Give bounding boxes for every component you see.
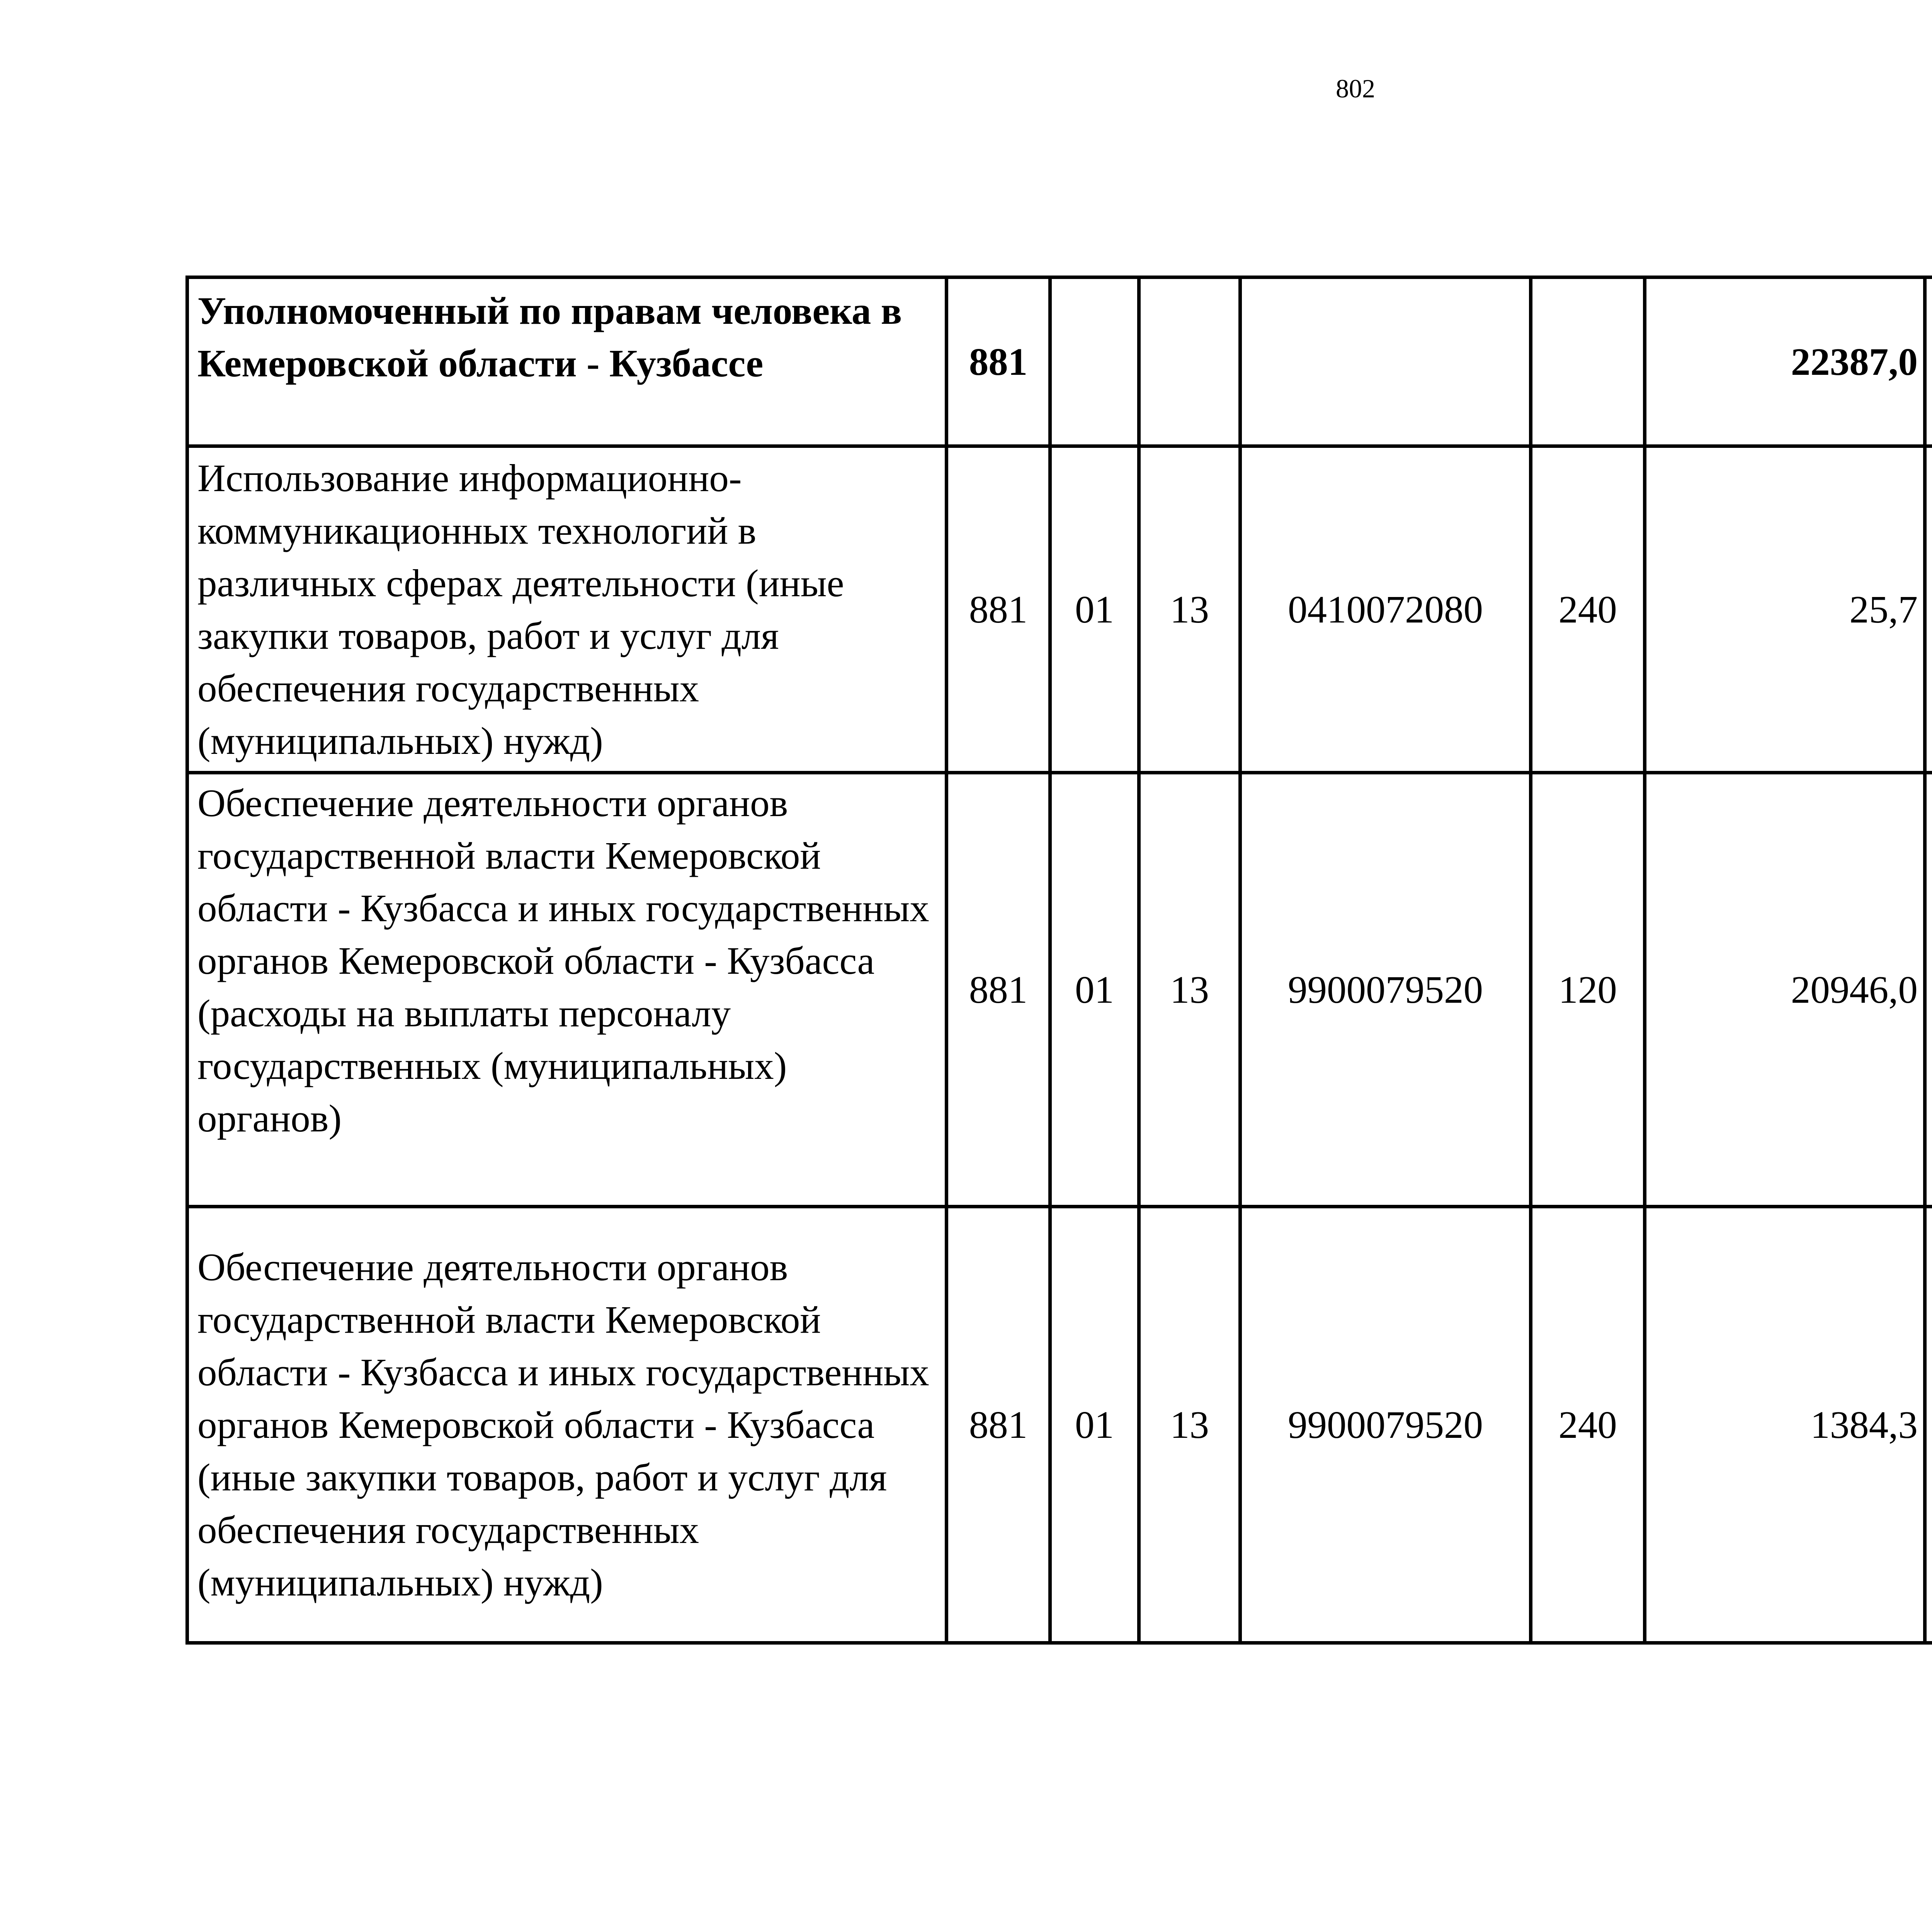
section-code-cell: 01 xyxy=(1050,773,1139,1207)
amount-cell-1: 20946,0 xyxy=(1645,773,1925,1207)
section-code-cell: 01 xyxy=(1050,446,1139,773)
section-code-cell xyxy=(1050,277,1139,446)
table-row xyxy=(187,446,1932,773)
table-row xyxy=(187,773,1932,1207)
table-row-department xyxy=(187,277,1932,446)
amount-cell-2 xyxy=(1925,1207,1932,1643)
subsection-code-cell: 13 xyxy=(1139,1207,1240,1643)
subsection-code-cell: 13 xyxy=(1139,446,1240,773)
subsection-code-cell: 13 xyxy=(1139,773,1240,1207)
ministry-code-cell: 881 xyxy=(947,1207,1050,1643)
budget-table xyxy=(185,276,1932,1645)
subsection-code-cell xyxy=(1139,277,1240,446)
amount-cell-1: 25,7 xyxy=(1645,446,1925,773)
expense-type-cell: 120 xyxy=(1531,773,1645,1207)
page-number: 802 xyxy=(1336,74,1375,103)
ministry-code-cell: 881 xyxy=(947,277,1050,446)
table-row xyxy=(187,1207,1932,1643)
amount-cell-2 xyxy=(1925,773,1932,1207)
expense-name-cell: Уполномоченный по правам человека в Кемеровской области - Кузбассе xyxy=(187,277,947,446)
ministry-code-cell: 881 xyxy=(947,773,1050,1207)
expense-type-cell: 240 xyxy=(1531,1207,1645,1643)
target-article-cell: 9900079520 xyxy=(1240,773,1531,1207)
amount-cell-1: 22387,0 xyxy=(1645,277,1925,446)
amount-cell-2 xyxy=(1925,277,1932,446)
target-article-cell: 0410072080 xyxy=(1240,446,1531,773)
expense-type-cell: 240 xyxy=(1531,446,1645,773)
section-code-cell: 01 xyxy=(1050,1207,1139,1643)
target-article-cell xyxy=(1240,277,1531,446)
expense-name-cell: Обеспечение деятельности органов государственной власти Кемеровской области - Кузбасса и иных государственных органов Кемеровской области - Кузбасса (расходы на выплаты персоналу государственных (муниципальных) органов) xyxy=(187,773,947,1207)
target-article-cell: 9900079520 xyxy=(1240,1207,1531,1643)
ministry-code-cell: 881 xyxy=(947,446,1050,773)
amount-cell-1: 1384,3 xyxy=(1645,1207,1925,1643)
expense-type-cell xyxy=(1531,277,1645,446)
expense-name-cell: Использование информационно-коммуникационных технологий в различных сферах деятельности (иные закупки товаров, работ и услуг для обеспечения государственных (муниципальных) нужд) xyxy=(187,446,947,773)
expense-name-cell: Обеспечение деятельности органов государственной власти Кемеровской области - Кузбасса и иных государственных органов Кемеровской области - Кузбасса (иные закупки товаров, работ и услуг для обеспечения государственных (муниципальных) нужд) xyxy=(187,1207,947,1643)
amount-cell-2 xyxy=(1925,446,1932,773)
